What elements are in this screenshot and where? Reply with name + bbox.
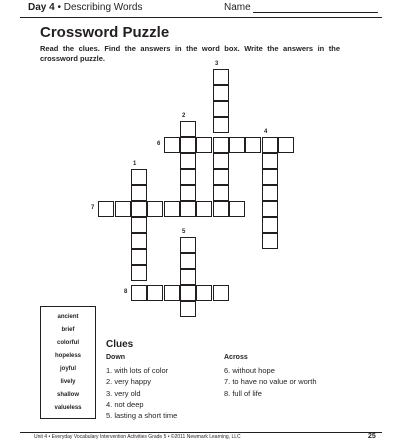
crossword-cell-6-across-4[interactable]: [213, 137, 229, 153]
word-box-item: joyful: [60, 366, 76, 373]
clue-number-4: 4: [264, 129, 268, 135]
down-heading: Down: [106, 354, 126, 361]
crossword-cell-1-down-2[interactable]: [131, 185, 147, 201]
crossword-cell-6-across-8[interactable]: [278, 137, 294, 153]
crossword-cell-6-across-1[interactable]: [164, 137, 180, 153]
word-box-item: valueless: [54, 405, 82, 412]
crossword-cell-5-down-5[interactable]: [180, 301, 196, 317]
crossword-cell-7-across-6[interactable]: [180, 201, 196, 217]
word-box-item: brief: [61, 326, 75, 333]
down-clue: 1. with lots of color: [106, 366, 169, 375]
crossword-cell-6-across-6[interactable]: [245, 137, 261, 153]
crossword-cell-2-down-4[interactable]: [180, 169, 196, 185]
clue-number-1: 1: [133, 161, 137, 167]
down-clue: 2. very happy: [106, 377, 152, 387]
crossword-cell-6-across-5[interactable]: [229, 137, 245, 153]
crossword-cell-6-across-3[interactable]: [196, 137, 212, 153]
crossword-cell-4-down-6[interactable]: [262, 217, 278, 233]
clue-number-6: 6: [157, 141, 161, 147]
clue-number-2: 2: [182, 113, 186, 119]
crossword-cell-7-across-2[interactable]: [115, 201, 131, 217]
crossword-cell-7-across-9[interactable]: [229, 201, 245, 217]
crossword-cell-5-down-2[interactable]: [180, 253, 196, 269]
crossword-cell-2-down-5[interactable]: [180, 185, 196, 201]
across-clue: 6. without hope: [224, 366, 275, 375]
crossword-cell-8-across-1[interactable]: [131, 285, 147, 301]
crossword-cell-4-down-7[interactable]: [262, 233, 278, 249]
crossword-cell-6-across-7[interactable]: [262, 137, 278, 153]
crossword-cell-8-across-5[interactable]: [196, 285, 212, 301]
crossword-cell-3-down-2[interactable]: [213, 85, 229, 101]
page-number: 25: [368, 433, 376, 440]
crossword-cell-8-across-3[interactable]: [164, 285, 180, 301]
word-box-item: hopeless: [54, 352, 81, 359]
crossword-cell-6-across-2[interactable]: [180, 137, 196, 153]
crossword-cell-7-across-5[interactable]: [164, 201, 180, 217]
across-heading: Across: [224, 354, 248, 361]
down-clue-list: [106, 365, 218, 421]
crossword-cell-3-down-3[interactable]: [213, 101, 229, 117]
header-divider: [20, 17, 382, 18]
crossword-cell-1-down-5[interactable]: [131, 233, 147, 249]
crossword-cell-1-down-1[interactable]: [131, 169, 147, 185]
crossword-cell-3-down-7[interactable]: [213, 169, 229, 185]
footer-divider: [20, 432, 382, 433]
word-box-item: shallow: [56, 392, 79, 399]
clue-number-7: 7: [91, 205, 95, 211]
clues-title: Clues: [106, 339, 134, 350]
word-box: [40, 306, 96, 419]
crossword-cell-7-across-8[interactable]: [213, 201, 229, 217]
crossword-cell-2-down-3[interactable]: [180, 153, 196, 169]
instructions: Read the clues. Find the answers in the word box. Write the answers in the crossword puzzle.: [40, 44, 340, 63]
header-separator: •: [57, 2, 61, 13]
crossword-cell-4-down-5[interactable]: [262, 201, 278, 217]
crossword-cell-7-across-7[interactable]: [196, 201, 212, 217]
crossword-cell-1-down-7[interactable]: [131, 265, 147, 281]
crossword-cell-2-down-1[interactable]: [180, 121, 196, 137]
crossword-cell-4-down-4[interactable]: [262, 185, 278, 201]
across-clue: 7. to have no value or worth: [224, 377, 317, 387]
word-box-item: lively: [60, 379, 76, 386]
footer-text: Unit 4 • Everyday Vocabulary Intervention Activities Grade 5 • ©2011 Newmark Learning, LLC: [34, 434, 241, 440]
crossword-cell-8-across-4[interactable]: [180, 285, 196, 301]
day-label: Day 4: [28, 2, 55, 13]
crossword-cell-4-down-2[interactable]: [262, 153, 278, 169]
word-box-item: ancient: [57, 313, 79, 320]
clue-number-8: 8: [124, 289, 128, 295]
clue-number-3: 3: [215, 61, 219, 67]
crossword-cell-3-down-4[interactable]: [213, 117, 229, 133]
across-clue: 8. full of life: [224, 388, 262, 398]
crossword-cell-5-down-1[interactable]: [180, 237, 196, 253]
page-title: Crossword Puzzle: [40, 24, 170, 41]
crossword-cell-3-down-6[interactable]: [213, 153, 229, 169]
crossword-cell-8-across-2[interactable]: [147, 285, 163, 301]
crossword-cell-7-across-1[interactable]: [98, 201, 114, 217]
crossword-cell-7-across-3[interactable]: [131, 201, 147, 217]
down-clue: 5. lasting a short time: [106, 411, 178, 421]
down-clue: 3. very old: [106, 388, 141, 398]
name-write-line[interactable]: [253, 12, 378, 13]
crossword-cell-3-down-8[interactable]: [213, 185, 229, 201]
crossword-cell-1-down-4[interactable]: [131, 217, 147, 233]
topic-label: Describing Words: [63, 2, 143, 13]
crossword-cell-7-across-4[interactable]: [147, 201, 163, 217]
crossword-cell-1-down-6[interactable]: [131, 249, 147, 265]
header-day-topic: [28, 2, 143, 14]
down-clue: 4. not deep: [106, 399, 144, 409]
word-box-item: colorful: [57, 339, 79, 346]
crossword-cell-5-down-3[interactable]: [180, 269, 196, 285]
clue-number-5: 5: [182, 229, 186, 235]
crossword-cell-8-across-6[interactable]: [213, 285, 229, 301]
name-label: Name: [224, 2, 251, 13]
across-clue-list: [224, 365, 324, 399]
crossword-cell-4-down-3[interactable]: [262, 169, 278, 185]
crossword-cell-3-down-1[interactable]: [213, 69, 229, 85]
